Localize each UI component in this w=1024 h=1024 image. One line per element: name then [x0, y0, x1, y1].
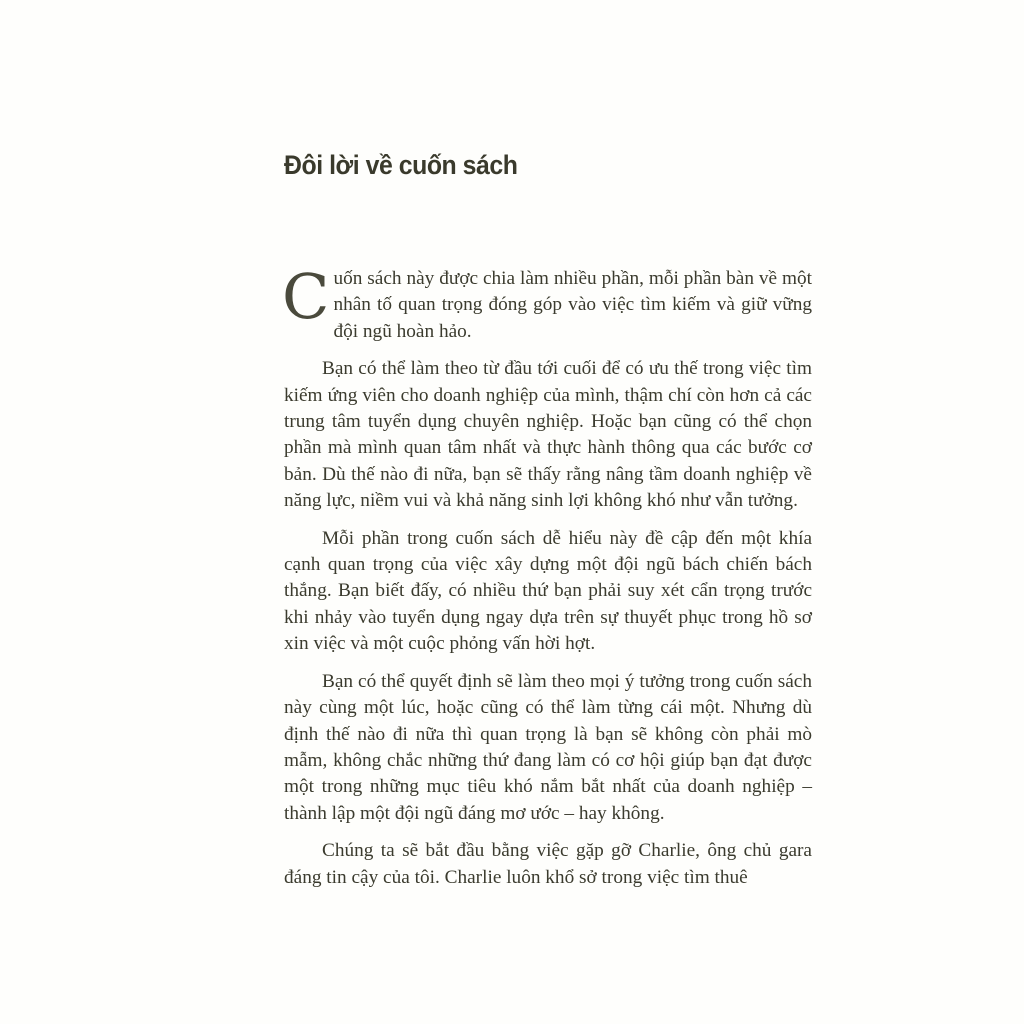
body-text — [282, 260, 812, 891]
paragraph-1-text: uốn sách này được chia làm nhiều phần, mỗi phần bàn về một nhân tố quan trọng đóng góp vào việc tìm kiếm và giữ vững đội ngũ hoàn hảo. — [333, 268, 812, 342]
paragraph-2: Bạn có thể làm theo từ đầu tới cuối để có ưu thế trong việc tìm kiếm ứng viên cho doanh nghiệp của mình, thậm chí còn hơn cả các trung tâm tuyển dụng chuyên nghiệp. Hoặc bạn cũng có thể chọn phần mà mình quan tâm nhất và thực hành thông qua các bước cơ bản. Dù thế nào đi nữa, bạn sẽ thấy rằng nâng tầm doanh nghiệp về năng lực, niềm vui và khả năng sinh lợi không khó như vẫn tưởng. — [284, 358, 812, 512]
paragraph-4: Bạn có thể quyết định sẽ làm theo mọi ý tưởng trong cuốn sách này cùng một lúc, hoặc cũng có thể làm từng cái một. Nhưng dù định thế nào đi nữa thì quan trọng là bạn sẽ không còn phải mò mẫm, không chắc những thứ đang làm có cơ hội giúp bạn đạt được một trong những mục tiêu khó nắm bắt nhất của doanh nghiệp – thành lập một đội ngũ đáng mơ ước – hay không. — [284, 670, 812, 824]
drop-cap: C — [282, 260, 330, 333]
paragraph-5: Chúng ta sẽ bắt đầu bằng việc gặp gỡ Charlie, ông chủ gara đáng tin cậy của tôi. Charlie luôn khổ sở trong việc tìm thuê — [284, 840, 812, 888]
paragraph-1 — [282, 260, 812, 345]
paragraph-3: Mỗi phần trong cuốn sách dễ hiểu này đề cập đến một khía cạnh quan trọng của việc xây dựng một đội ngũ bách chiến bách thắng. Bạn biết đấy, có nhiều thứ bạn phải suy xét cẩn trọng trước khi nhảy vào tuyển dụng ngay dựa trên sự thuyết phục trong hồ sơ xin việc và một cuộc phỏng vấn hời hợt. — [284, 527, 812, 655]
chapter-heading: Đôi lời về cuốn sách — [284, 150, 518, 180]
